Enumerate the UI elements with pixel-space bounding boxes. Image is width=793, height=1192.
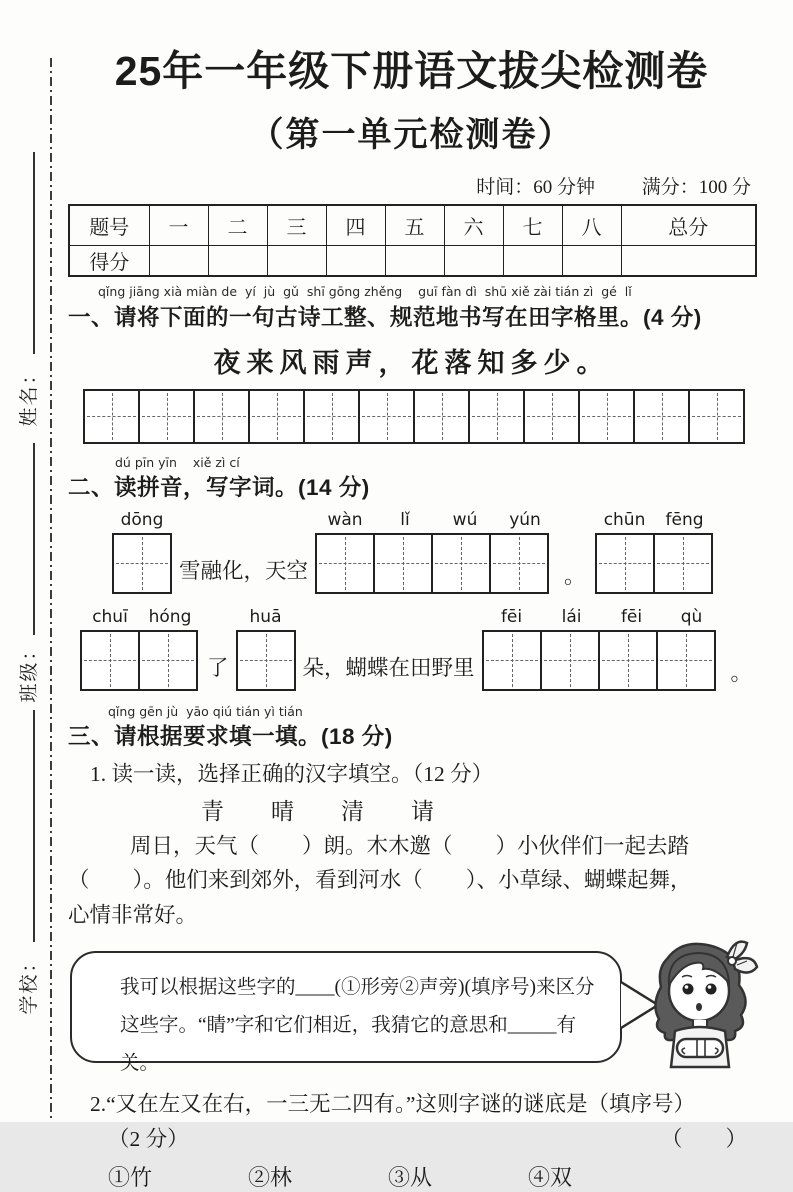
score-cell-empty [267, 245, 326, 276]
tianzige-cell [489, 533, 549, 594]
header-cell: 一 [149, 205, 208, 245]
tianzige-cell [315, 533, 375, 594]
class-blank-line [33, 443, 35, 635]
score-table-header-row [69, 205, 756, 245]
tianzige-cell [248, 389, 305, 444]
pinyin-syllable: chuī [92, 606, 128, 627]
score-table-score-row [69, 245, 756, 276]
bubble-line: 我可以根据这些字的____(①形旁②声旁)(填序号)来区分 [120, 976, 595, 998]
paragraph-line: 周日，天气（ ）朗。木木邀（ ）小伙伴们一起去踏 [130, 833, 690, 858]
time-limit: 时间：60 分钟 [476, 177, 595, 198]
header-cell: 五 [385, 205, 444, 245]
paper-subtitle: （第一单元检测卷） [249, 116, 574, 154]
tianzige-cell [303, 389, 360, 444]
score-cell-empty [503, 245, 562, 276]
tianzige-cell [358, 389, 415, 444]
score-cell-empty [326, 245, 385, 276]
section1-pinyin: qǐng jiāng xià miàn de yí jù gǔ shī gōng zhěng guī fàn dì shū xiě zài tián zì gé lǐ [98, 283, 632, 299]
pinyin-syllable: qù [680, 606, 703, 627]
fill-row-2 [80, 607, 755, 691]
name-blank-line [33, 152, 35, 354]
section3-pinyin: qǐng gēn jù yāo qiú tián yì tián [108, 703, 303, 719]
paper-title: 25年一年级下册语文拔尖检测卷 [114, 48, 709, 94]
header-cell: 七 [503, 205, 562, 245]
tianzige-cell [688, 389, 745, 444]
tianzige-cell [236, 630, 296, 691]
option-item: ③从 [388, 1164, 433, 1190]
tianzige-cell [653, 533, 713, 594]
score-cell-empty [385, 245, 444, 276]
header-cell: 二 [208, 205, 267, 245]
answer-grid-group [482, 607, 722, 691]
school-blank-line [33, 710, 35, 942]
pinyin-syllable: chūn [603, 509, 646, 530]
tianzige-cell [595, 533, 655, 594]
score-cell-empty [444, 245, 503, 276]
class-label: 班级： [19, 639, 40, 703]
header-cell: 四 [326, 205, 385, 245]
choice-character: 清 [341, 798, 364, 824]
punctuation: 。 [564, 563, 586, 588]
pinyin-syllable: lái [561, 606, 582, 627]
option-item: ①竹 [108, 1164, 153, 1190]
option-item: ②林 [248, 1164, 293, 1190]
fill-text: 雪融化，天空 [179, 558, 309, 583]
section2-pinyin: dú pīn yīn xiě zì cí [115, 454, 240, 470]
girl-illustration [639, 927, 761, 1075]
fill-in-paragraph [68, 829, 755, 933]
section3-heading: 三、请根据要求填一填。(18 分) [68, 723, 393, 749]
answer-grid-group [80, 607, 200, 691]
answer-grid-group [595, 510, 715, 594]
answer-grid-group [236, 607, 296, 691]
pinyin-syllable: fēi [500, 606, 523, 627]
punctuation: 。 [730, 660, 753, 685]
riddle-options [108, 1161, 755, 1192]
header-cell: 总分 [621, 205, 756, 245]
pinyin-syllable: dōng [120, 509, 164, 530]
paragraph-line: （ ）。他们来到郊外，看到河水（ ）、小草绿、蝴蝶起舞， [68, 868, 692, 893]
score-cell-empty [621, 245, 756, 276]
exam-meta [68, 172, 755, 199]
tianzige-cell [431, 533, 491, 594]
tianzige-cell [482, 630, 542, 691]
header-cell: 八 [562, 205, 621, 245]
answer-blank: （ ） [660, 1126, 747, 1151]
hint-bubble-row [68, 945, 755, 1073]
tianzige-cell [138, 630, 198, 691]
paper-content [68, 0, 755, 1192]
tianzige-cell [83, 389, 140, 444]
option-item: ④双 [528, 1164, 573, 1190]
question2-score: （2 分） [108, 1126, 189, 1151]
choice-character: 晴 [271, 798, 294, 824]
score-cell-empty [149, 245, 208, 276]
pinyin-syllable: fēi [620, 606, 643, 627]
pinyin-syllable: yún [509, 509, 541, 530]
school-label: 学校： [19, 951, 40, 1015]
name-label: 姓名： [19, 363, 40, 427]
pinyin-syllable: wàn [327, 509, 363, 530]
choice-character: 请 [411, 798, 434, 824]
full-score: 满分：100 分 [641, 177, 751, 198]
header-cell: 题号 [69, 205, 149, 245]
answer-grid-group [112, 510, 172, 594]
fill-text: 了 [207, 655, 229, 680]
section1-heading: 一、请将下面的一句古诗工整、规范地书写在田字格里。(4 分) [68, 304, 702, 330]
tianzige-cell [468, 389, 525, 444]
tianzige-cell [138, 389, 195, 444]
tianzige-cell [598, 630, 658, 691]
tianzige-cell [112, 533, 172, 594]
tianzige-cell [193, 389, 250, 444]
tianzige-cell [633, 389, 690, 444]
fill-text: 朵，蝴蝶在田野里 [302, 655, 475, 680]
question2-text: 2.“又在左又在右，一三无二四有。”这则字谜的谜底是（填序号） [90, 1091, 695, 1116]
tianzige-cell [373, 533, 433, 594]
tianzige-cell [540, 630, 600, 691]
question1-heading: 1. 读一读，选择正确的汉字填空。（12 分） [90, 761, 494, 786]
tianzige-cell [523, 389, 580, 444]
character-choices [201, 793, 755, 826]
score-table [68, 204, 757, 277]
header-cell: 六 [444, 205, 503, 245]
tianzige-cell [656, 630, 716, 691]
pinyin-syllable: fēng [665, 509, 704, 530]
speech-bubble [70, 951, 622, 1075]
choice-character: 青 [201, 798, 224, 824]
score-cell-empty [562, 245, 621, 276]
score-cell-empty [208, 245, 267, 276]
pinyin-syllable: huā [249, 606, 282, 627]
bubble-line: 这些字。“睛”字和它们相近，我猜它的意思和_____有关。 [120, 1015, 577, 1075]
fill-row-1 [112, 510, 755, 594]
tianzige-cell [413, 389, 470, 444]
score-row-label: 得分 [69, 245, 149, 276]
poem-text: 夜来风雨声，花落知多少。 [213, 347, 610, 378]
section2-heading: 二、读拼音，写字词。(14 分) [68, 474, 370, 500]
question2-score-row [108, 1122, 755, 1153]
paragraph-line: 心情非常好。 [68, 903, 198, 928]
answer-grid-group [315, 510, 555, 594]
pinyin-syllable: hóng [148, 606, 192, 627]
tianzige-cell [578, 389, 635, 444]
copy-grid [83, 389, 755, 444]
pinyin-syllable: lǐ [400, 509, 410, 530]
tianzige-cell [80, 630, 140, 691]
binding-dashdot-line [50, 58, 52, 1122]
pinyin-syllable: wú [452, 509, 478, 530]
header-cell: 三 [267, 205, 326, 245]
